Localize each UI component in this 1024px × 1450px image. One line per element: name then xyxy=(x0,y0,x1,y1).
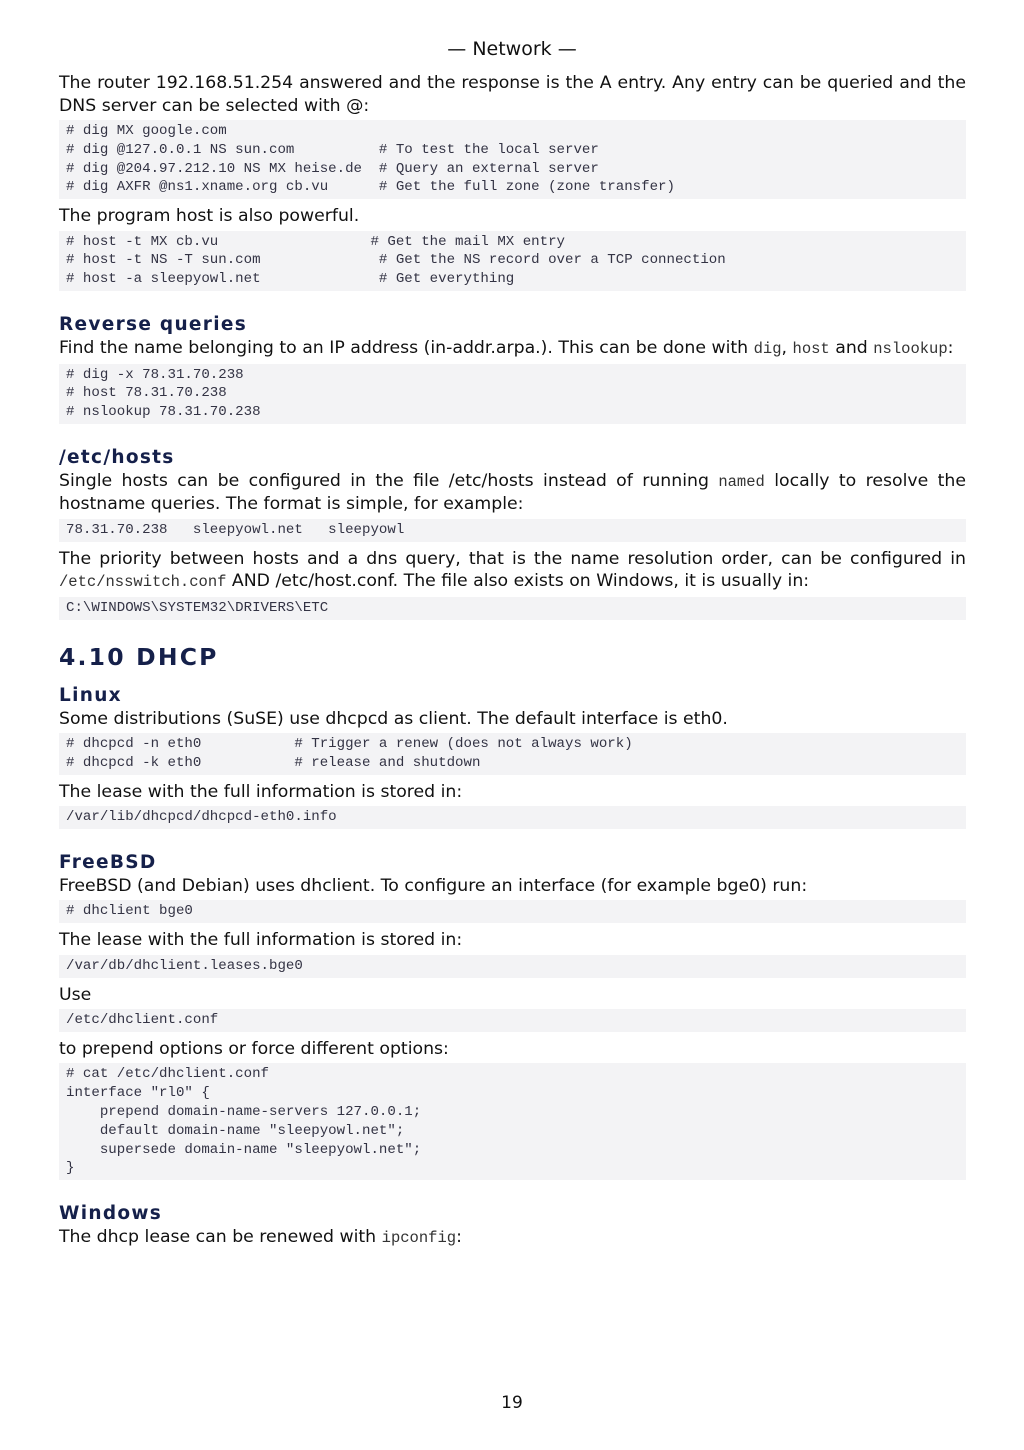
named-inline-code: named xyxy=(718,472,765,491)
reverse-code-block: # dig -x 78.31.70.238 # host 78.31.70.238 # nslookup 78.31.70.238 xyxy=(59,364,966,424)
ipconfig-inline-code: ipconfig xyxy=(381,1229,457,1248)
hosts-paragraph: Single hosts can be configured in the file /etc/hosts instead of running named locally to resolve the hostname queries. The format is simple, for example: xyxy=(59,470,966,515)
dhcpcd-code-block: # dhcpcd -n eth0 # Trigger a renew (does not always work) # dhcpcd -k eth0 # release and shutdown xyxy=(59,733,966,775)
prepend-paragraph: to prepend options or force different options: xyxy=(59,1038,449,1059)
windows-paragraph: The dhcp lease can be renewed with ipconfig: xyxy=(59,1227,462,1248)
windows-path-code: C:\WINDOWS\SYSTEM32\DRIVERS\ETC xyxy=(59,597,966,620)
page-number: 19 xyxy=(501,1393,523,1413)
linux-heading: Linux xyxy=(59,684,122,706)
reverse-paragraph: Find the name belonging to an IP address (in-addr.arpa.). This can be done with dig, host and nslookup: xyxy=(59,338,954,359)
use-paragraph: Use xyxy=(59,984,92,1005)
freebsd-lease-paragraph: The lease with the full information is stored in: xyxy=(59,930,463,951)
priority-paragraph: The priority between hosts and a dns query, that is the name resolution order, can be configured in /etc/nsswitch.conf AND /etc/host.conf. The file also exists on Windows, it is usually in: xyxy=(59,548,966,592)
dhclient-code: # dhclient bge0 xyxy=(59,900,966,923)
reverse-queries-heading: Reverse queries xyxy=(59,314,248,336)
linux-paragraph: Some distributions (SuSE) use dhcpcd as client. The default interface is eth0. xyxy=(59,708,728,729)
etc-hosts-heading: /etc/hosts xyxy=(59,446,175,468)
dhcp-section-heading: 4.10 DHCP xyxy=(59,642,219,671)
hosts-example-code: 78.31.70.238 sleepyowl.net sleepyowl xyxy=(59,519,966,542)
dhclient-conf-path: /etc/dhclient.conf xyxy=(59,1009,966,1032)
dhcpcd-lease-path: /var/lib/dhcpcd/dhcpcd-eth0.info xyxy=(59,806,966,829)
host-paragraph: The program host is also powerful. xyxy=(59,206,360,227)
page-header: — Network — xyxy=(447,38,577,60)
freebsd-heading: FreeBSD xyxy=(59,851,157,873)
linux-lease-paragraph: The lease with the full information is stored in: xyxy=(59,781,463,802)
host-inline-code: host xyxy=(792,340,830,359)
nslookup-inline-code: nslookup xyxy=(873,340,948,359)
freebsd-paragraph: FreeBSD (and Debian) uses dhclient. To configure an interface (for example bge0) run: xyxy=(59,875,808,896)
page-content xyxy=(59,72,966,1250)
intro-paragraph: The router 192.168.51.254 answered and the response is the A entry. Any entry can be queried and the DNS server can be selected with @: xyxy=(59,73,966,116)
dhclient-lease-path: /var/db/dhclient.leases.bge0 xyxy=(59,955,966,978)
dig-code-block: # dig MX google.com # dig @127.0.0.1 NS sun.com # To test the local server # dig @204.97.212.10 NS MX heise.de # Query an external server # dig AXFR @ns1.xname.org cb.vu # Get the full zone (zone transfer) xyxy=(59,120,966,199)
nsswitch-inline-code: /etc/nsswitch.conf xyxy=(59,573,227,592)
dhclient-conf-code-block: # cat /etc/dhclient.conf interface "rl0" { prepend domain-name-servers 127.0.0.1; default domain-name "sleepyowl.net"; supersede domain-name "sleepyowl.net"; } xyxy=(59,1063,966,1180)
windows-heading: Windows xyxy=(59,1203,163,1225)
dig-inline-code: dig xyxy=(753,340,782,359)
host-code-block: # host -t MX cb.vu # Get the mail MX entry # host -t NS -T sun.com # Get the NS record over a TCP connection # host -a sleepyowl.net # Get everything xyxy=(59,231,966,291)
